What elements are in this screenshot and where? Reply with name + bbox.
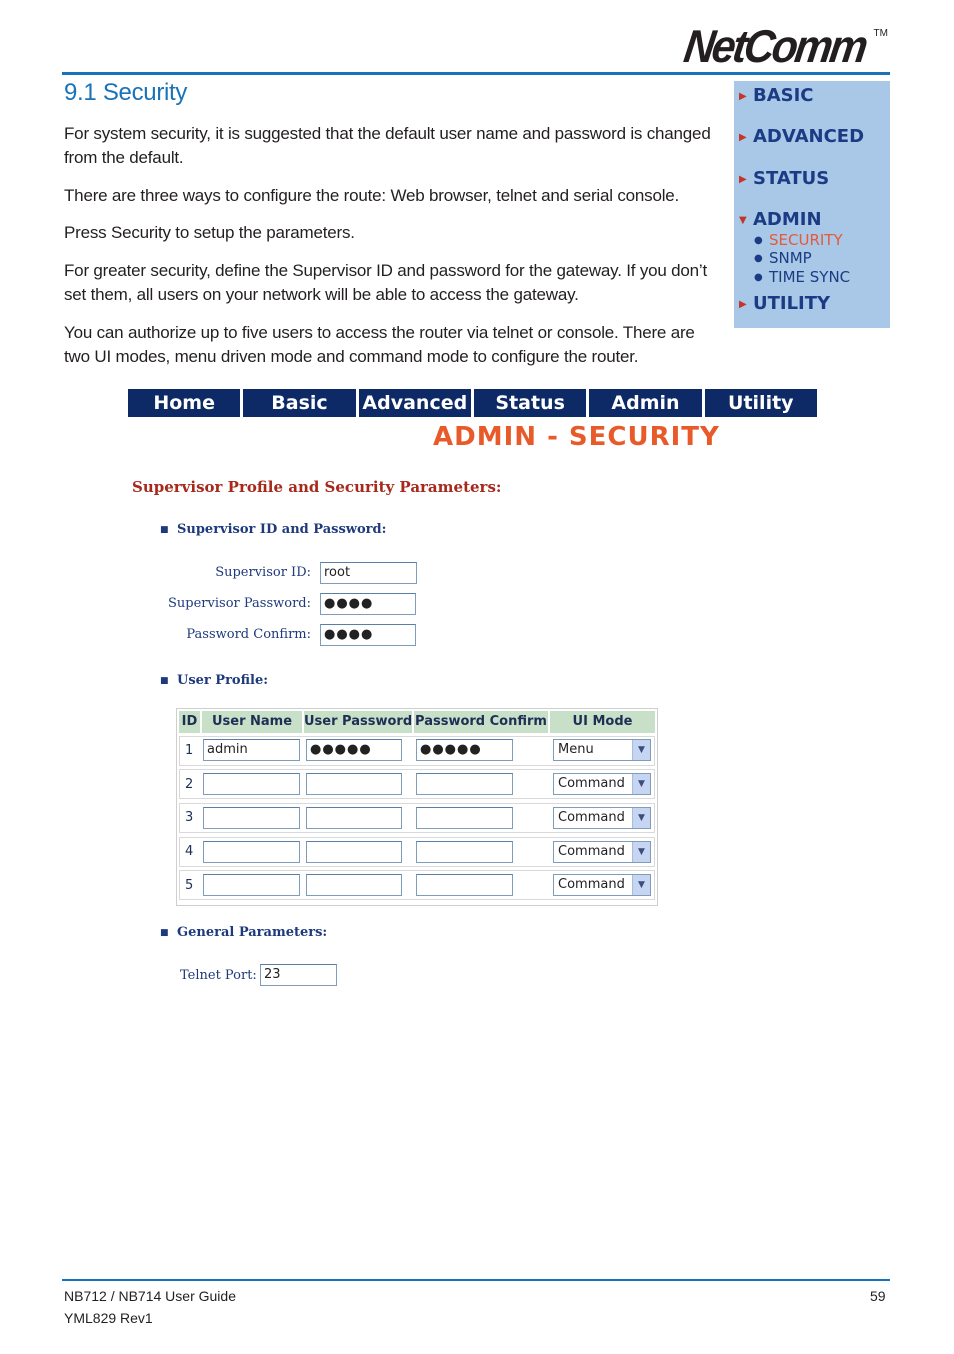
supervisor-section-title: Supervisor Profile and Security Parameters: (132, 478, 502, 496)
col-header-ui-mode: UI Mode (550, 711, 655, 733)
ui-mode-select[interactable] (553, 841, 651, 863)
tab-advanced[interactable]: Advanced (359, 389, 474, 417)
user-confirm-input[interactable] (416, 773, 513, 795)
user-confirm-input[interactable] (416, 807, 513, 829)
row-id: 4 (185, 844, 194, 859)
ui-mode-select[interactable] (553, 874, 651, 896)
ui-mode-value: Command (558, 844, 625, 859)
side-nav-utility[interactable] (739, 293, 830, 314)
ui-mode-select[interactable] (553, 773, 651, 795)
side-nav-snmp[interactable] (754, 249, 812, 267)
side-nav-advanced-label: ADVANCED (753, 126, 865, 147)
ui-mode-value: Menu (558, 742, 594, 757)
paragraph-5: You can authorize up to five users to access the router via telnet or console. There are two UI modes, menu driven mode and command mode to configure the router. (64, 323, 695, 366)
side-nav-time-sync[interactable] (754, 268, 850, 286)
paragraph-4: For greater security, define the Supervisor ID and password for the gateway. If you don’t set them, all users on your network will be able to access the gateway. (64, 261, 708, 304)
side-nav-admin[interactable] (739, 209, 822, 230)
ui-mode-select[interactable] (553, 739, 651, 761)
ui-mode-value: Command (558, 877, 625, 892)
user-name-input[interactable] (203, 807, 300, 829)
side-nav-security[interactable] (754, 231, 843, 249)
tab-utility[interactable]: Utility (728, 392, 794, 414)
telnet-port-label: Telnet Port: (180, 968, 257, 983)
side-nav-advanced[interactable] (739, 126, 864, 147)
side-nav-basic[interactable] (739, 85, 814, 106)
user-confirm-input[interactable] (416, 841, 513, 863)
trademark-mark: TM (873, 28, 888, 39)
side-nav-time-sync-label: TIME SYNC (769, 268, 851, 286)
side-nav-admin-label: ADMIN (753, 209, 822, 230)
user-name-input[interactable] (203, 773, 300, 795)
arrow-down-icon: ▼ (739, 214, 747, 226)
user-password-input[interactable]: ●●●●● (306, 739, 402, 761)
chevron-down-icon[interactable]: ▼ (632, 875, 650, 895)
footer-guide-title: NB712 / NB714 User Guide (64, 1288, 236, 1304)
ui-mode-select[interactable] (553, 807, 651, 829)
netcomm-logo (680, 20, 888, 72)
user-password-input[interactable] (306, 807, 402, 829)
header-divider (62, 72, 890, 75)
side-nav-panel (734, 81, 890, 328)
supervisor-subtitle-text: Supervisor ID and Password: (177, 522, 387, 537)
paragraph-1: For system security, it is suggested that the default user name and password is changed from the default. (64, 124, 711, 167)
page-number: 59 (870, 1288, 886, 1304)
arrow-right-icon: ▶ (739, 90, 747, 102)
user-password-input[interactable] (306, 773, 402, 795)
col-header-id: ID (179, 711, 200, 733)
chevron-down-icon[interactable]: ▼ (632, 774, 650, 794)
row-id: 1 (185, 743, 194, 758)
router-page-title: ADMIN - SECURITY (433, 422, 720, 452)
ui-mode-value: Command (558, 776, 625, 791)
arrow-right-icon: ▶ (739, 131, 747, 143)
tab-home[interactable]: Home (128, 389, 243, 417)
supervisor-id-label: Supervisor ID: (215, 565, 311, 580)
paragraph-2: There are three ways to configure the route: Web browser, telnet and serial console. (64, 186, 680, 205)
supervisor-password-label: Supervisor Password: (168, 596, 311, 611)
tab-status[interactable]: Status (474, 389, 589, 417)
user-name-input[interactable] (203, 841, 300, 863)
side-nav-snmp-label: SNMP (769, 249, 812, 267)
side-nav-status[interactable] (739, 168, 829, 189)
user-password-input[interactable] (306, 874, 402, 896)
row-id: 3 (185, 810, 194, 825)
router-top-nav (128, 389, 817, 417)
row-id: 5 (185, 878, 194, 893)
user-password-input[interactable] (306, 841, 402, 863)
section-heading: 9.1 Security (64, 79, 188, 106)
tab-basic[interactable]: Basic (243, 389, 358, 417)
col-header-password-confirm: Password Confirm (414, 711, 548, 733)
user-profile-subtitle (160, 673, 268, 688)
bullet-icon: ● (754, 253, 763, 264)
chevron-down-icon[interactable]: ▼ (632, 842, 650, 862)
logo-text: NetComm (680, 20, 869, 72)
square-bullet-icon: ■ (160, 675, 169, 686)
footer-revision: YML829 Rev1 (64, 1310, 153, 1326)
paragraph-3: Press Security to setup the parameters. (64, 223, 355, 242)
password-confirm-input[interactable]: ●●●● (320, 624, 416, 646)
user-profile-subtitle-text: User Profile: (177, 673, 269, 688)
general-parameters-subtitle (160, 925, 327, 940)
arrow-right-icon: ▶ (739, 298, 747, 310)
user-confirm-input[interactable] (416, 874, 513, 896)
user-name-input[interactable]: admin (203, 739, 300, 761)
telnet-port-input[interactable]: 23 (260, 964, 337, 986)
chevron-down-icon[interactable]: ▼ (632, 740, 650, 760)
user-name-input[interactable] (203, 874, 300, 896)
arrow-right-icon: ▶ (739, 173, 747, 185)
row-id: 2 (185, 777, 194, 792)
square-bullet-icon: ■ (160, 524, 169, 535)
chevron-down-icon[interactable]: ▼ (632, 808, 650, 828)
side-nav-status-label: STATUS (753, 168, 830, 189)
supervisor-subtitle (160, 522, 386, 537)
user-confirm-input[interactable]: ●●●●● (416, 739, 513, 761)
supervisor-id-input[interactable]: root (320, 562, 417, 584)
tab-admin[interactable]: Admin (589, 389, 704, 417)
side-nav-basic-label: BASIC (753, 85, 814, 106)
password-confirm-label: Password Confirm: (186, 627, 311, 642)
bullet-icon: ● (754, 235, 763, 246)
supervisor-password-input[interactable]: ●●●● (320, 593, 416, 615)
bullet-icon: ● (754, 272, 763, 283)
ui-mode-value: Command (558, 810, 625, 825)
col-header-user-name: User Name (202, 711, 302, 733)
col-header-user-password: User Password (304, 711, 412, 733)
footer-divider (62, 1279, 890, 1281)
side-nav-security-label: SECURITY (769, 231, 843, 249)
general-parameters-subtitle-text: General Parameters: (177, 925, 328, 940)
square-bullet-icon: ■ (160, 927, 169, 938)
side-nav-utility-label: UTILITY (753, 293, 831, 314)
